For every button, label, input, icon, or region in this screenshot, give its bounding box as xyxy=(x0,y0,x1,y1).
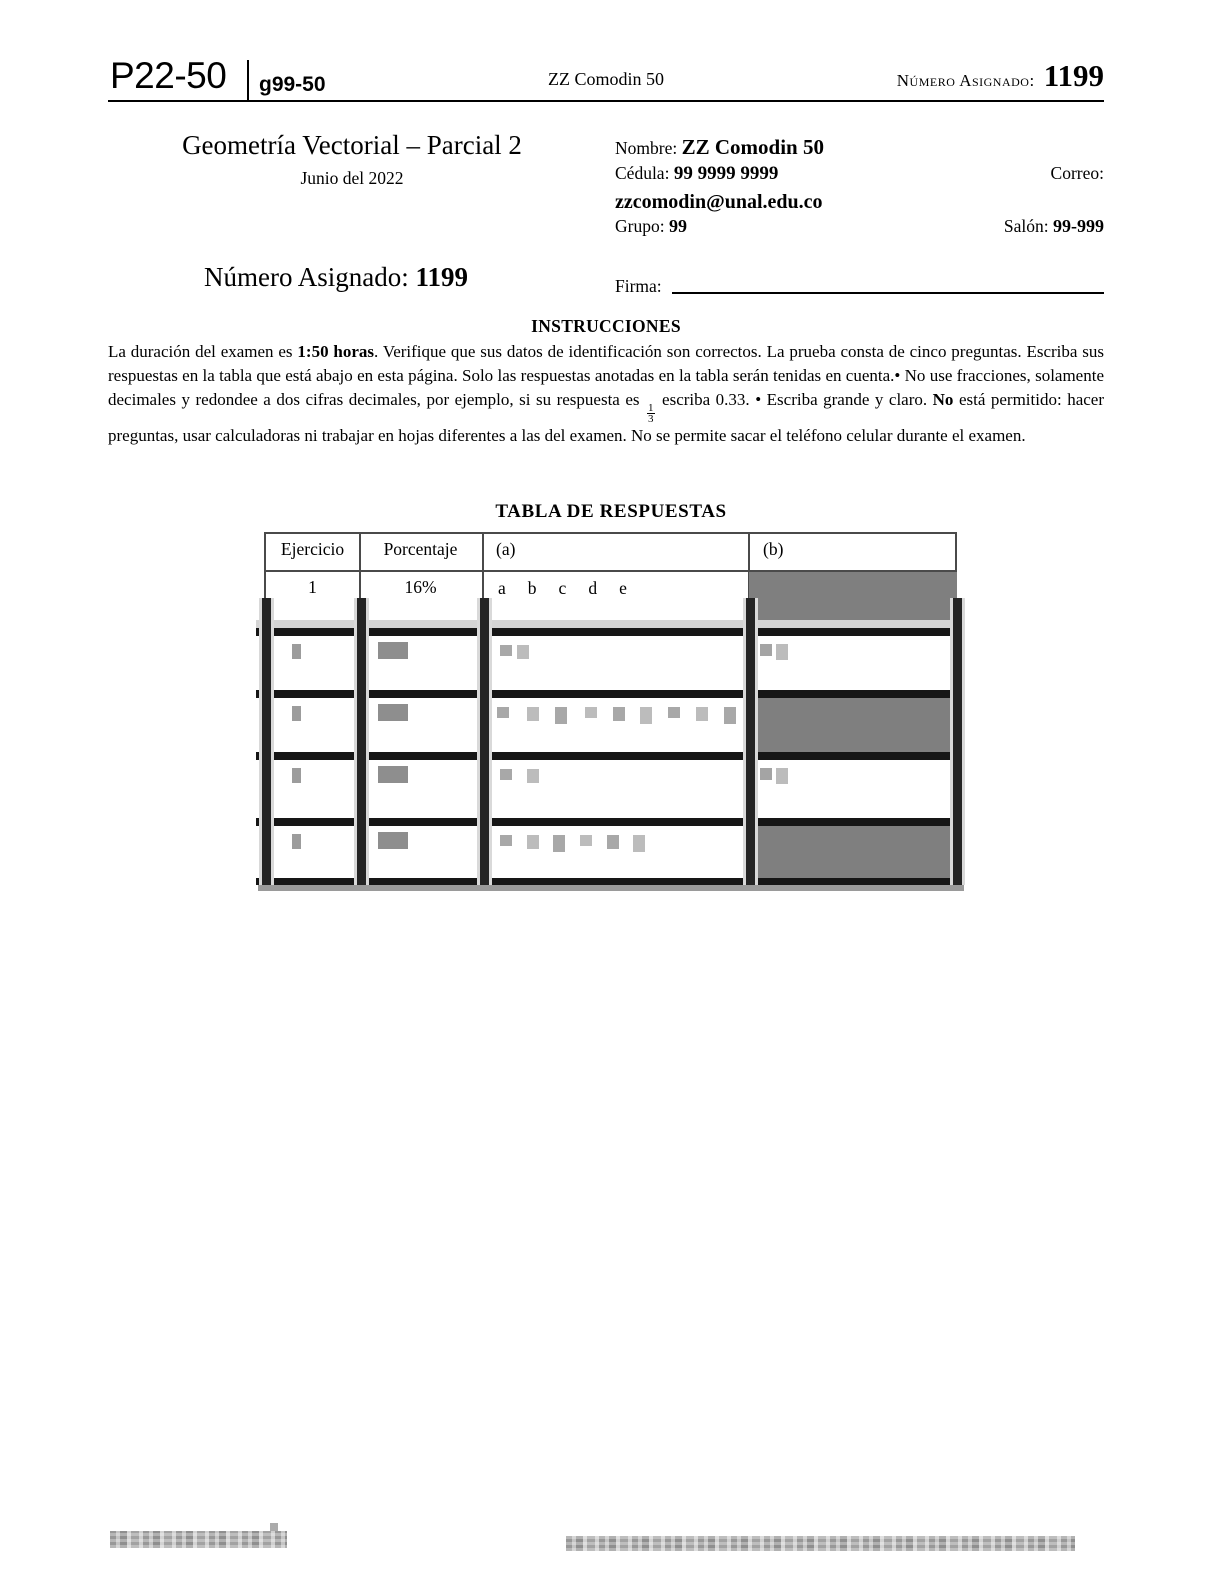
redacted-pixel-blob xyxy=(776,768,788,784)
header-student-name: ZZ Comodin 50 xyxy=(548,69,664,89)
row1-percentage: 16% xyxy=(404,577,437,597)
salon-group xyxy=(1004,216,1104,237)
redacted-grid-part xyxy=(258,885,964,891)
nombre-value: ZZ Comodin 50 xyxy=(681,135,824,159)
redacted-grid-part xyxy=(480,598,489,885)
redacted-table-rows xyxy=(256,598,968,893)
redacted-pixel-blob xyxy=(613,707,625,721)
redacted-pixel-blob xyxy=(500,769,512,780)
redacted-pixel-blob xyxy=(760,644,772,656)
redacted-pixel-blob xyxy=(640,707,652,724)
col-header-a: (a) xyxy=(496,539,516,559)
option-letter: c xyxy=(558,578,567,598)
instructions-paragraph: La duración del examen es 1:50 horas. Verifique que sus datos de identificación son correctos. La prueba consta de cinco preguntas. Escriba sus respuestas en la tabla que está abajo en esta página. Solo las respuestas anotadas en la tabla serán tenidas en cuenta.• No use fracciones, solamente decimales y redondee a dos cifras decimales, por ejemplo, si su respuesta es $\frac{1}{3}$ escriba 0.33. • Escriba grande y claro. No está permitido: hacer preguntas, usar calculadoras ni trabajar en hojas diferentes a las del examen. No se permite sacar el teléfono celular durante el examen. xyxy=(108,342,1105,445)
nombre-label: Nombre: xyxy=(615,138,678,158)
redacted-grid-part xyxy=(262,598,271,885)
redacted-pixel-blob xyxy=(553,835,565,852)
redacted-pixel-blob xyxy=(378,704,408,721)
group-code: g99-50 xyxy=(259,73,326,96)
assigned-line-label: Número Asignado: xyxy=(204,262,409,292)
assigned-number-label: Número Asignado: xyxy=(896,71,1035,90)
option-letter: e xyxy=(619,578,627,598)
redacted-pixel-blob xyxy=(760,768,772,780)
exam-code: P22-50 xyxy=(110,55,227,96)
col-header-b: (b) xyxy=(763,539,784,559)
row1-exercise: 1 xyxy=(308,577,317,597)
info-line-grupo xyxy=(615,216,1104,237)
grupo-label: Grupo: xyxy=(615,216,665,236)
cedula-label: Cédula: xyxy=(615,163,670,183)
redacted-grid-part xyxy=(746,598,755,885)
header-rule xyxy=(108,100,1104,102)
assigned-number-value: 1199 xyxy=(1043,58,1104,93)
redacted-pixel-blob xyxy=(776,644,788,660)
redacted-pixel-blob xyxy=(378,642,408,659)
redacted-pixel-blob xyxy=(580,835,592,846)
assigned-number-line xyxy=(204,262,468,293)
redacted-pixel-blob xyxy=(378,766,408,783)
footer-left-redacted-text xyxy=(110,1531,287,1548)
fraction-one-third: $\frac{1}{3}$ xyxy=(648,401,654,425)
redacted-pixel-blob xyxy=(500,645,512,656)
answers-table-title: TABLA DE RESPUESTAS xyxy=(495,501,727,522)
footer-left-superscript-mark xyxy=(270,1523,278,1531)
redacted-pixel-blob xyxy=(378,832,408,849)
correo-label: Correo: xyxy=(1050,163,1104,183)
redacted-pixel-blob xyxy=(696,707,708,721)
option-letter: b xyxy=(527,578,537,598)
redacted-pixel-blob xyxy=(555,707,567,724)
signature-line xyxy=(672,291,1104,294)
redacted-grid-part xyxy=(953,598,962,885)
redacted-pixel-blob xyxy=(607,835,619,849)
redacted-grid-part xyxy=(357,598,366,885)
correo-value: zzcomodin@unal.edu.co xyxy=(615,191,823,213)
option-letter: d xyxy=(588,578,598,598)
row1-option-letters xyxy=(498,578,627,599)
instructions-heading: INSTRUCCIONES xyxy=(531,316,681,336)
redacted-pixel-blob xyxy=(517,645,529,659)
signature-row xyxy=(615,275,1104,297)
header-assigned-number xyxy=(897,58,1104,94)
col-header-ejercicio: Ejercicio xyxy=(280,539,345,559)
redacted-pixel-blob xyxy=(497,707,509,718)
assigned-line-value: 1199 xyxy=(415,262,468,292)
redacted-pixel-blob xyxy=(585,707,597,718)
course-title: Geometría Vectorial – Parcial 2 xyxy=(182,130,522,160)
redacted-pixel-blob xyxy=(527,835,539,849)
redacted-grid-part xyxy=(755,826,962,878)
redacted-pixel-blob xyxy=(500,835,512,846)
redacted-pixel-blob xyxy=(292,768,301,783)
redacted-pixel-blob xyxy=(292,834,301,849)
salon-label: Salón: xyxy=(1003,216,1049,236)
course-date: Junio del 2022 xyxy=(300,168,404,188)
footer-right-redacted-text xyxy=(566,1536,1075,1551)
grupo-value: 99 xyxy=(668,216,687,236)
info-line-cedula xyxy=(615,163,1104,185)
redacted-pixel-blob xyxy=(527,769,539,783)
redacted-pixel-blob xyxy=(668,707,680,718)
redacted-pixel-blob xyxy=(292,706,301,721)
redacted-pixel-blob xyxy=(527,707,539,721)
info-line-correo xyxy=(615,191,1104,214)
redacted-grid-part xyxy=(755,698,962,752)
info-line-nombre xyxy=(615,135,1104,160)
salon-value: 99-999 xyxy=(1053,216,1104,236)
col-header-porcentaje: Porcentaje xyxy=(383,539,458,559)
redacted-pixel-blob xyxy=(292,644,301,659)
redacted-pixel-blob xyxy=(633,835,645,852)
option-letter: a xyxy=(498,578,506,598)
redacted-pixel-blob xyxy=(724,707,736,724)
firma-label: Firma: xyxy=(615,276,662,296)
cedula-value: 99 9999 9999 xyxy=(673,163,779,184)
